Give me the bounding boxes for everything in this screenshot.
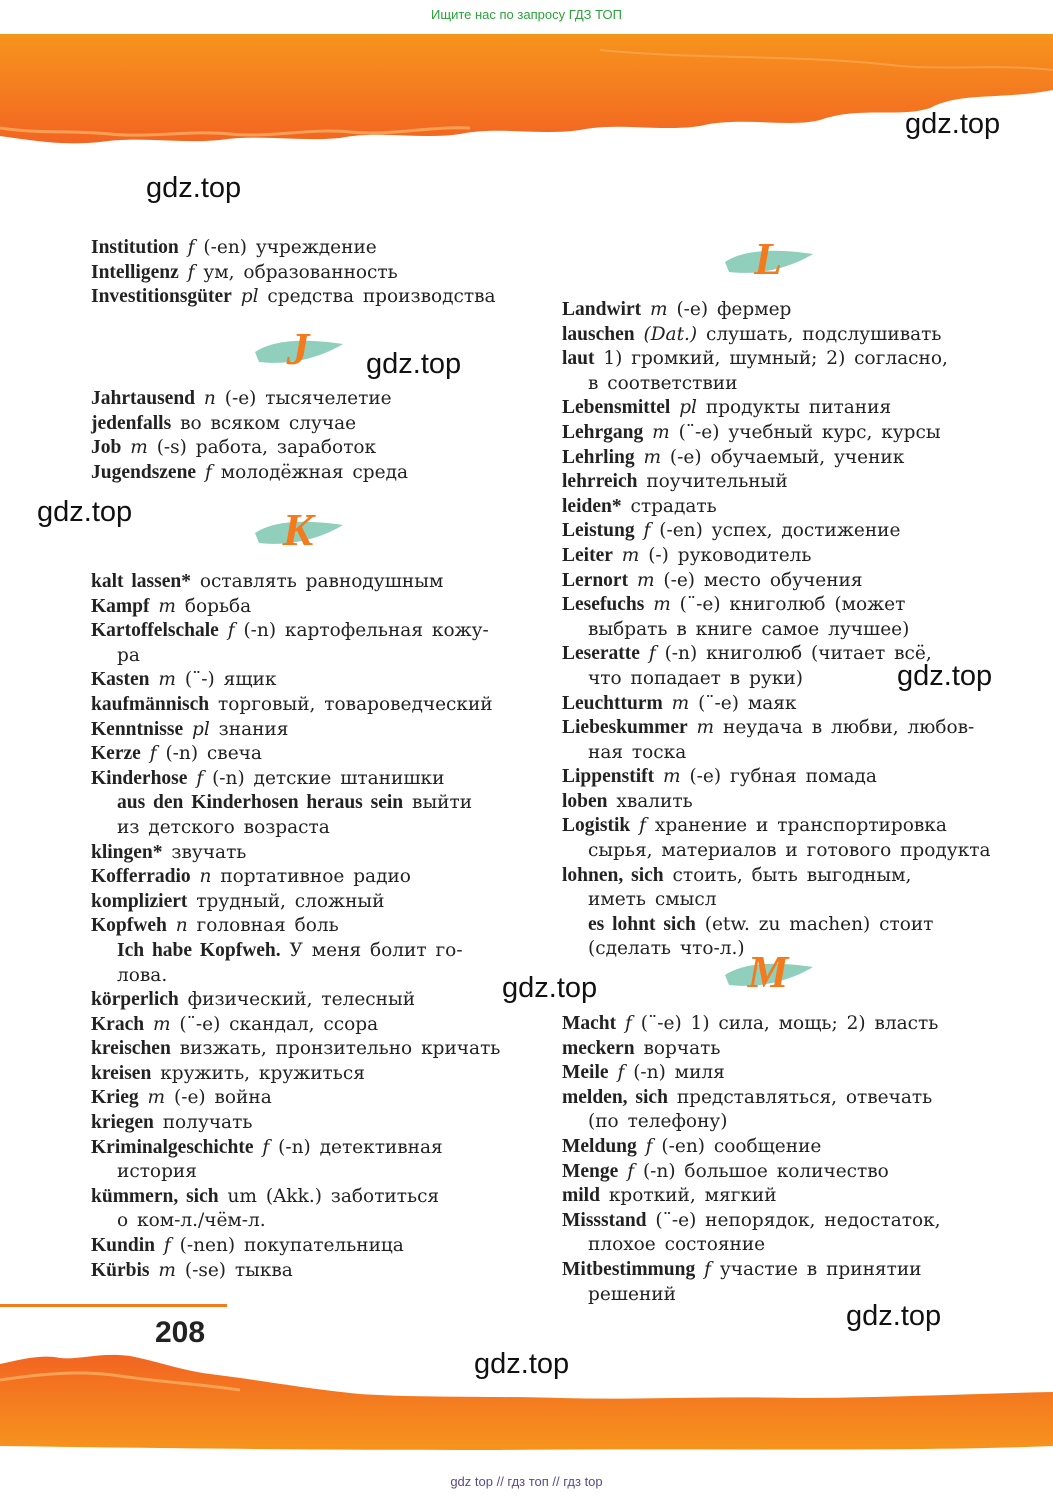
headword: kümmern, sich xyxy=(91,1185,219,1207)
headword: Ich habe Kopfweh. xyxy=(117,939,281,961)
headword: kriegen xyxy=(91,1112,154,1134)
grammar-tag: m xyxy=(152,1013,171,1035)
headword: leiden* xyxy=(562,495,622,517)
translation: молодёжная среда xyxy=(220,461,408,483)
translation: в соответствии xyxy=(588,372,738,394)
headword: Lebensmittel xyxy=(562,397,671,419)
headword: Kundin xyxy=(91,1235,155,1257)
section-letter-j: J xyxy=(243,322,353,382)
translation: иметь смысл xyxy=(588,889,717,911)
headword: jedenfalls xyxy=(91,412,172,434)
translation: (¨-e) скандал, ссора xyxy=(179,1013,379,1035)
headword: Lesefuchs xyxy=(562,594,645,616)
page-number: 208 xyxy=(155,1316,206,1349)
dictionary-entry xyxy=(91,1234,521,1259)
dictionary-entry xyxy=(562,1037,992,1062)
translation: (-n) детские штанишки xyxy=(212,767,445,789)
headword: kreischen xyxy=(91,1038,171,1060)
dictionary-entry xyxy=(91,236,521,261)
dictionary-entry xyxy=(562,1258,992,1283)
dictionary-entry xyxy=(562,692,992,717)
grammar-tag: m xyxy=(158,1259,176,1281)
translation: средства производства xyxy=(267,286,496,308)
headword: lehrreich xyxy=(562,471,638,493)
dictionary-entry xyxy=(91,841,521,866)
translation: (¨-e) непорядок, недостаток, xyxy=(655,1209,941,1231)
headword: Kerze xyxy=(91,743,141,765)
dictionary-entry xyxy=(91,1259,521,1284)
translation: кружить, кружиться xyxy=(160,1062,365,1084)
grammar-tag: f xyxy=(187,261,195,283)
dictionary-entry xyxy=(562,1209,992,1234)
dictionary-entry xyxy=(91,693,521,718)
headword: klingen* xyxy=(91,841,163,863)
headword: melden, sich xyxy=(562,1086,668,1108)
translation: (¨-) ящик xyxy=(184,669,277,691)
dictionary-entry xyxy=(562,1135,992,1160)
translation: (-e) обучаемый, ученик xyxy=(669,446,905,468)
dictionary-entry xyxy=(91,1013,521,1038)
translation: выйти xyxy=(412,792,473,814)
translation: знания xyxy=(218,718,289,740)
headword: loben xyxy=(562,790,608,812)
headword: Lehrling xyxy=(562,446,635,468)
headword: Krieg xyxy=(91,1087,139,1109)
translation: выбрать в книге самое лучшее) xyxy=(588,618,910,640)
dictionary-entry xyxy=(562,593,992,618)
dictionary-entry xyxy=(562,495,992,520)
headword: Jugendszene xyxy=(91,461,197,483)
right-entries-l xyxy=(562,298,992,962)
translation: (-e) губная помада xyxy=(689,766,877,788)
dictionary-entry xyxy=(91,1111,521,1136)
translation: хвалить xyxy=(616,790,693,812)
headword: Kürbis xyxy=(91,1259,150,1281)
translation: лова. xyxy=(117,964,168,986)
translation: (-en) сообщение xyxy=(661,1135,822,1157)
top-orange-banner xyxy=(0,30,1053,160)
dictionary-entry xyxy=(562,618,992,643)
headword: Landwirt xyxy=(562,299,642,320)
dictionary-entry xyxy=(562,913,992,938)
translation: сырья, материалов и готового продукта xyxy=(588,840,991,862)
right-entries-m xyxy=(562,1012,992,1307)
dictionary-entry xyxy=(562,519,992,544)
dictionary-entry xyxy=(562,642,992,667)
grammar-tag: m xyxy=(643,446,662,468)
translation: плохое состояние xyxy=(588,1234,766,1256)
watermark: gdz.top xyxy=(905,108,1001,140)
grammar-tag: f xyxy=(196,767,204,789)
translation: решений xyxy=(588,1283,676,1305)
dictionary-entry xyxy=(562,1160,992,1185)
headword: Institution xyxy=(91,237,179,258)
dictionary-entry xyxy=(562,470,992,495)
dictionary-entry xyxy=(91,914,521,939)
translation: (-n) книголюб (читает всё, xyxy=(664,643,932,665)
headword: Leiter xyxy=(562,544,613,566)
headword: Lernort xyxy=(562,569,629,591)
section-letter-k: K xyxy=(243,503,353,563)
dictionary-entry xyxy=(562,814,992,839)
top-search-note: Ищите нас по запросу ГДЗ ТОП xyxy=(431,7,622,22)
translation: 1) громкий, шумный; 2) согласно, xyxy=(603,348,948,370)
headword: Meile xyxy=(562,1062,609,1084)
page-number-rule xyxy=(0,1304,227,1307)
grammar-tag: n xyxy=(199,866,212,888)
grammar-tag: (Dat.) xyxy=(643,323,698,345)
dictionary-entry xyxy=(91,964,521,989)
translation: участие в принятии xyxy=(719,1258,922,1280)
translation: из детского возраста xyxy=(117,816,330,838)
translation: (-n) детективная xyxy=(278,1136,443,1158)
dictionary-entry xyxy=(91,939,521,964)
translation: страдать xyxy=(630,495,717,517)
grammar-tag: n xyxy=(175,915,188,937)
dictionary-entry xyxy=(91,1160,521,1185)
translation: представляться, отвечать xyxy=(676,1086,933,1108)
dictionary-entry xyxy=(562,1233,992,1258)
headword: Lippenstift xyxy=(562,766,655,788)
grammar-tag: pl xyxy=(192,718,210,740)
headword: Leistung xyxy=(562,520,635,542)
dictionary-entry xyxy=(562,888,992,913)
dictionary-entry xyxy=(91,988,521,1013)
translation: во всяком случае xyxy=(180,412,357,434)
watermark: gdz.top xyxy=(474,1348,570,1380)
translation: неудача в любви, любов- xyxy=(722,717,975,739)
dictionary-entry xyxy=(562,741,992,766)
headword: kalt lassen* xyxy=(91,571,191,592)
headword: lohnen, sich xyxy=(562,864,664,886)
dictionary-entry xyxy=(91,619,521,644)
watermark: gdz.top xyxy=(897,660,993,692)
translation: что попадает в руки) xyxy=(588,667,803,689)
dictionary-entry xyxy=(91,668,521,693)
translation: (¨-e) учебный курс, курсы xyxy=(678,421,941,443)
headword: Lehrgang xyxy=(562,421,644,443)
grammar-tag: f xyxy=(704,1258,711,1280)
headword: Logistik xyxy=(562,815,631,837)
dictionary-entry xyxy=(562,667,992,692)
grammar-tag: f xyxy=(204,461,212,483)
grammar-tag: m xyxy=(696,717,715,739)
grammar-tag: f xyxy=(643,520,651,542)
dictionary-entry xyxy=(91,767,521,792)
headword: laut xyxy=(562,348,595,370)
dictionary-entry xyxy=(562,298,992,323)
watermark: gdz.top xyxy=(846,1300,942,1332)
grammar-tag: f xyxy=(149,743,157,765)
translation: (-e) война xyxy=(173,1087,272,1109)
grammar-tag: f xyxy=(627,1160,635,1182)
translation: У меня болит го- xyxy=(289,939,463,961)
headword: Menge xyxy=(562,1160,619,1182)
translation: (-n) картофельная кожу- xyxy=(243,620,489,642)
translation: (-e) тысячелетие xyxy=(224,388,392,409)
headword: Leuchtturm xyxy=(562,692,663,714)
left-entries-j xyxy=(91,387,521,485)
translation: кроткий, мягкий xyxy=(608,1185,777,1207)
dictionary-entry xyxy=(91,1086,521,1111)
translation: получать xyxy=(162,1112,253,1134)
translation: (-n) свеча xyxy=(165,743,262,765)
dictionary-entry xyxy=(91,1062,521,1087)
dictionary-entry xyxy=(562,937,992,962)
translation: (-e) место обучения xyxy=(663,569,863,591)
translation: um (Akk.) заботиться xyxy=(227,1185,440,1207)
dictionary-entry xyxy=(91,742,521,767)
grammar-tag: f xyxy=(645,1135,653,1157)
grammar-tag: f xyxy=(625,1013,632,1034)
translation: о ком-л./чём-л. xyxy=(117,1210,266,1232)
dictionary-entry xyxy=(91,1136,521,1161)
headword: Job xyxy=(91,437,122,459)
grammar-tag: m xyxy=(652,421,670,443)
translation: визжать, пронзительно кричать xyxy=(179,1038,501,1060)
translation: (-en) успех, достижение xyxy=(659,520,901,542)
watermark: gdz.top xyxy=(37,496,133,528)
grammar-tag: f xyxy=(163,1235,171,1257)
left-entries-i xyxy=(91,236,521,310)
headword: Kampf xyxy=(91,595,150,617)
headword: Kasten xyxy=(91,669,150,691)
grammar-tag: m xyxy=(671,692,690,714)
dictionary-entry xyxy=(562,396,992,421)
section-letter-m: M xyxy=(713,945,823,1005)
dictionary-entry xyxy=(562,421,992,446)
grammar-tag: m xyxy=(130,437,148,459)
headword: körperlich xyxy=(91,989,179,1011)
headword: kaufmännisch xyxy=(91,693,210,715)
dictionary-entry xyxy=(562,864,992,889)
grammar-tag: pl xyxy=(679,397,697,419)
dictionary-entry xyxy=(91,890,521,915)
dictionary-entry xyxy=(91,1209,521,1234)
headword: kreisen xyxy=(91,1062,152,1084)
bottom-orange-banner xyxy=(0,1340,1053,1470)
grammar-tag: m xyxy=(636,569,655,591)
dictionary-entry xyxy=(562,372,992,397)
grammar-tag: f xyxy=(262,1136,270,1158)
headword: Kinderhose xyxy=(91,767,188,789)
translation: (-) руководитель xyxy=(648,544,812,566)
translation: хранение и транспортировка xyxy=(654,815,947,837)
watermark: gdz.top xyxy=(502,972,598,1004)
headword: es lohnt sich xyxy=(588,913,696,935)
translation: (-nen) покупательница xyxy=(179,1235,404,1257)
grammar-tag: f xyxy=(187,237,195,258)
grammar-tag: m xyxy=(650,299,668,320)
headword: Meldung xyxy=(562,1135,637,1157)
headword: Investitionsgüter xyxy=(91,286,232,308)
dictionary-entry xyxy=(91,865,521,890)
grammar-tag: m xyxy=(653,594,671,616)
translation: стоить, быть выгодным, xyxy=(672,864,912,886)
grammar-tag: n xyxy=(203,388,216,409)
dictionary-entry xyxy=(91,718,521,743)
dictionary-entry xyxy=(562,1184,992,1209)
headword: mild xyxy=(562,1185,600,1207)
translation: головная боль xyxy=(196,915,339,937)
headword: Mitbestimmung xyxy=(562,1258,696,1280)
dictionary-entry xyxy=(91,412,521,437)
translation: ная тоска xyxy=(588,741,687,763)
dictionary-entry xyxy=(562,544,992,569)
translation: (-se) тыква xyxy=(184,1259,293,1281)
translation: (по телефону) xyxy=(588,1111,728,1133)
dictionary-entry xyxy=(562,323,992,348)
translation: трудный, сложный xyxy=(196,890,385,912)
translation: слушать, подслушивать xyxy=(706,323,942,345)
dictionary-entry xyxy=(562,569,992,594)
section-letter-l: L xyxy=(713,232,823,292)
dictionary-entry xyxy=(91,816,521,841)
translation: (сделать что-л.) xyxy=(588,938,745,960)
dictionary-entry xyxy=(91,791,521,816)
translation: ра xyxy=(117,644,140,666)
headword: Kofferradio xyxy=(91,866,191,888)
headword: Kartoffelschale xyxy=(91,620,219,642)
headword: meckern xyxy=(562,1037,635,1059)
headword: Kenntnisse xyxy=(91,718,184,740)
dictionary-entry xyxy=(562,765,992,790)
translation: (-n) большое количество xyxy=(642,1160,889,1182)
dictionary-entry xyxy=(562,347,992,372)
translation: ворчать xyxy=(643,1037,721,1059)
headword: kompliziert xyxy=(91,890,188,912)
headword: Kopfweh xyxy=(91,915,167,937)
dictionary-entry xyxy=(91,387,521,412)
translation: (-e) фермер xyxy=(676,299,792,320)
dictionary-entry xyxy=(91,595,521,620)
dictionary-entry xyxy=(562,1012,992,1037)
translation: (¨-e) 1) сила, мощь; 2) власть xyxy=(640,1013,939,1034)
headword: Leseratte xyxy=(562,643,640,665)
dictionary-entry xyxy=(91,1037,521,1062)
dictionary-entry xyxy=(91,644,521,669)
translation: продукты питания xyxy=(705,397,892,419)
dictionary-entry xyxy=(562,716,992,741)
headword: aus den Kinderhosen heraus sein xyxy=(117,792,404,814)
grammar-tag: m xyxy=(621,544,640,566)
grammar-tag: m xyxy=(158,669,176,691)
headword: Jahrtausend xyxy=(91,388,196,409)
dictionary-entry xyxy=(91,1185,521,1210)
dictionary-entry xyxy=(562,1283,992,1308)
grammar-tag: m xyxy=(147,1087,166,1109)
dictionary-entry xyxy=(91,261,521,286)
dictionary-entry xyxy=(562,1086,992,1111)
grammar-tag: f xyxy=(648,643,656,665)
headword: Liebeskummer xyxy=(562,717,688,739)
watermark: gdz.top xyxy=(146,172,242,204)
translation: борьба xyxy=(184,595,252,617)
grammar-tag: m xyxy=(158,595,176,617)
translation: (-n) миля xyxy=(633,1062,725,1084)
grammar-tag: f xyxy=(617,1062,625,1084)
dictionary-entry xyxy=(562,1110,992,1135)
translation: физический, телесный xyxy=(187,989,416,1011)
translation: (¨-e) маяк xyxy=(698,692,797,714)
headword: Intelligenz xyxy=(91,261,179,283)
translation: (etw. zu machen) стоит xyxy=(704,913,934,935)
translation: торговый, товароведческий xyxy=(218,693,493,715)
dictionary-entry xyxy=(562,446,992,471)
dictionary-entry xyxy=(562,790,992,815)
grammar-tag: m xyxy=(663,766,681,788)
headword: lauschen xyxy=(562,323,635,345)
translation: звучать xyxy=(171,841,247,863)
headword: Macht xyxy=(562,1013,617,1034)
translation: оставлять равнодушным xyxy=(199,571,444,592)
grammar-tag: f xyxy=(639,815,647,837)
translation: портативное радио xyxy=(220,866,411,888)
bottom-note: gdz top // гдз топ // гдз top xyxy=(450,1474,603,1489)
dictionary-entry xyxy=(91,436,521,461)
headword: Kriminalgeschichte xyxy=(91,1136,254,1158)
translation: ум, образованность xyxy=(203,261,398,283)
left-entries-k xyxy=(91,570,521,1283)
watermark: gdz.top xyxy=(366,348,462,380)
translation: (-en) учреждение xyxy=(203,237,377,258)
dictionary-entry xyxy=(562,1061,992,1086)
grammar-tag: pl xyxy=(240,286,259,308)
headword: Missstand xyxy=(562,1209,647,1231)
dictionary-entry xyxy=(562,839,992,864)
headword: Krach xyxy=(91,1013,145,1035)
translation: поучительный xyxy=(646,471,788,493)
translation: история xyxy=(117,1161,197,1183)
dictionary-entry xyxy=(91,461,521,486)
dictionary-entry xyxy=(91,285,521,310)
translation: (-s) работа, заработок xyxy=(156,437,377,459)
grammar-tag: f xyxy=(227,620,235,642)
translation: (¨-e) книголюб (может xyxy=(679,594,906,616)
dictionary-entry xyxy=(91,570,521,595)
